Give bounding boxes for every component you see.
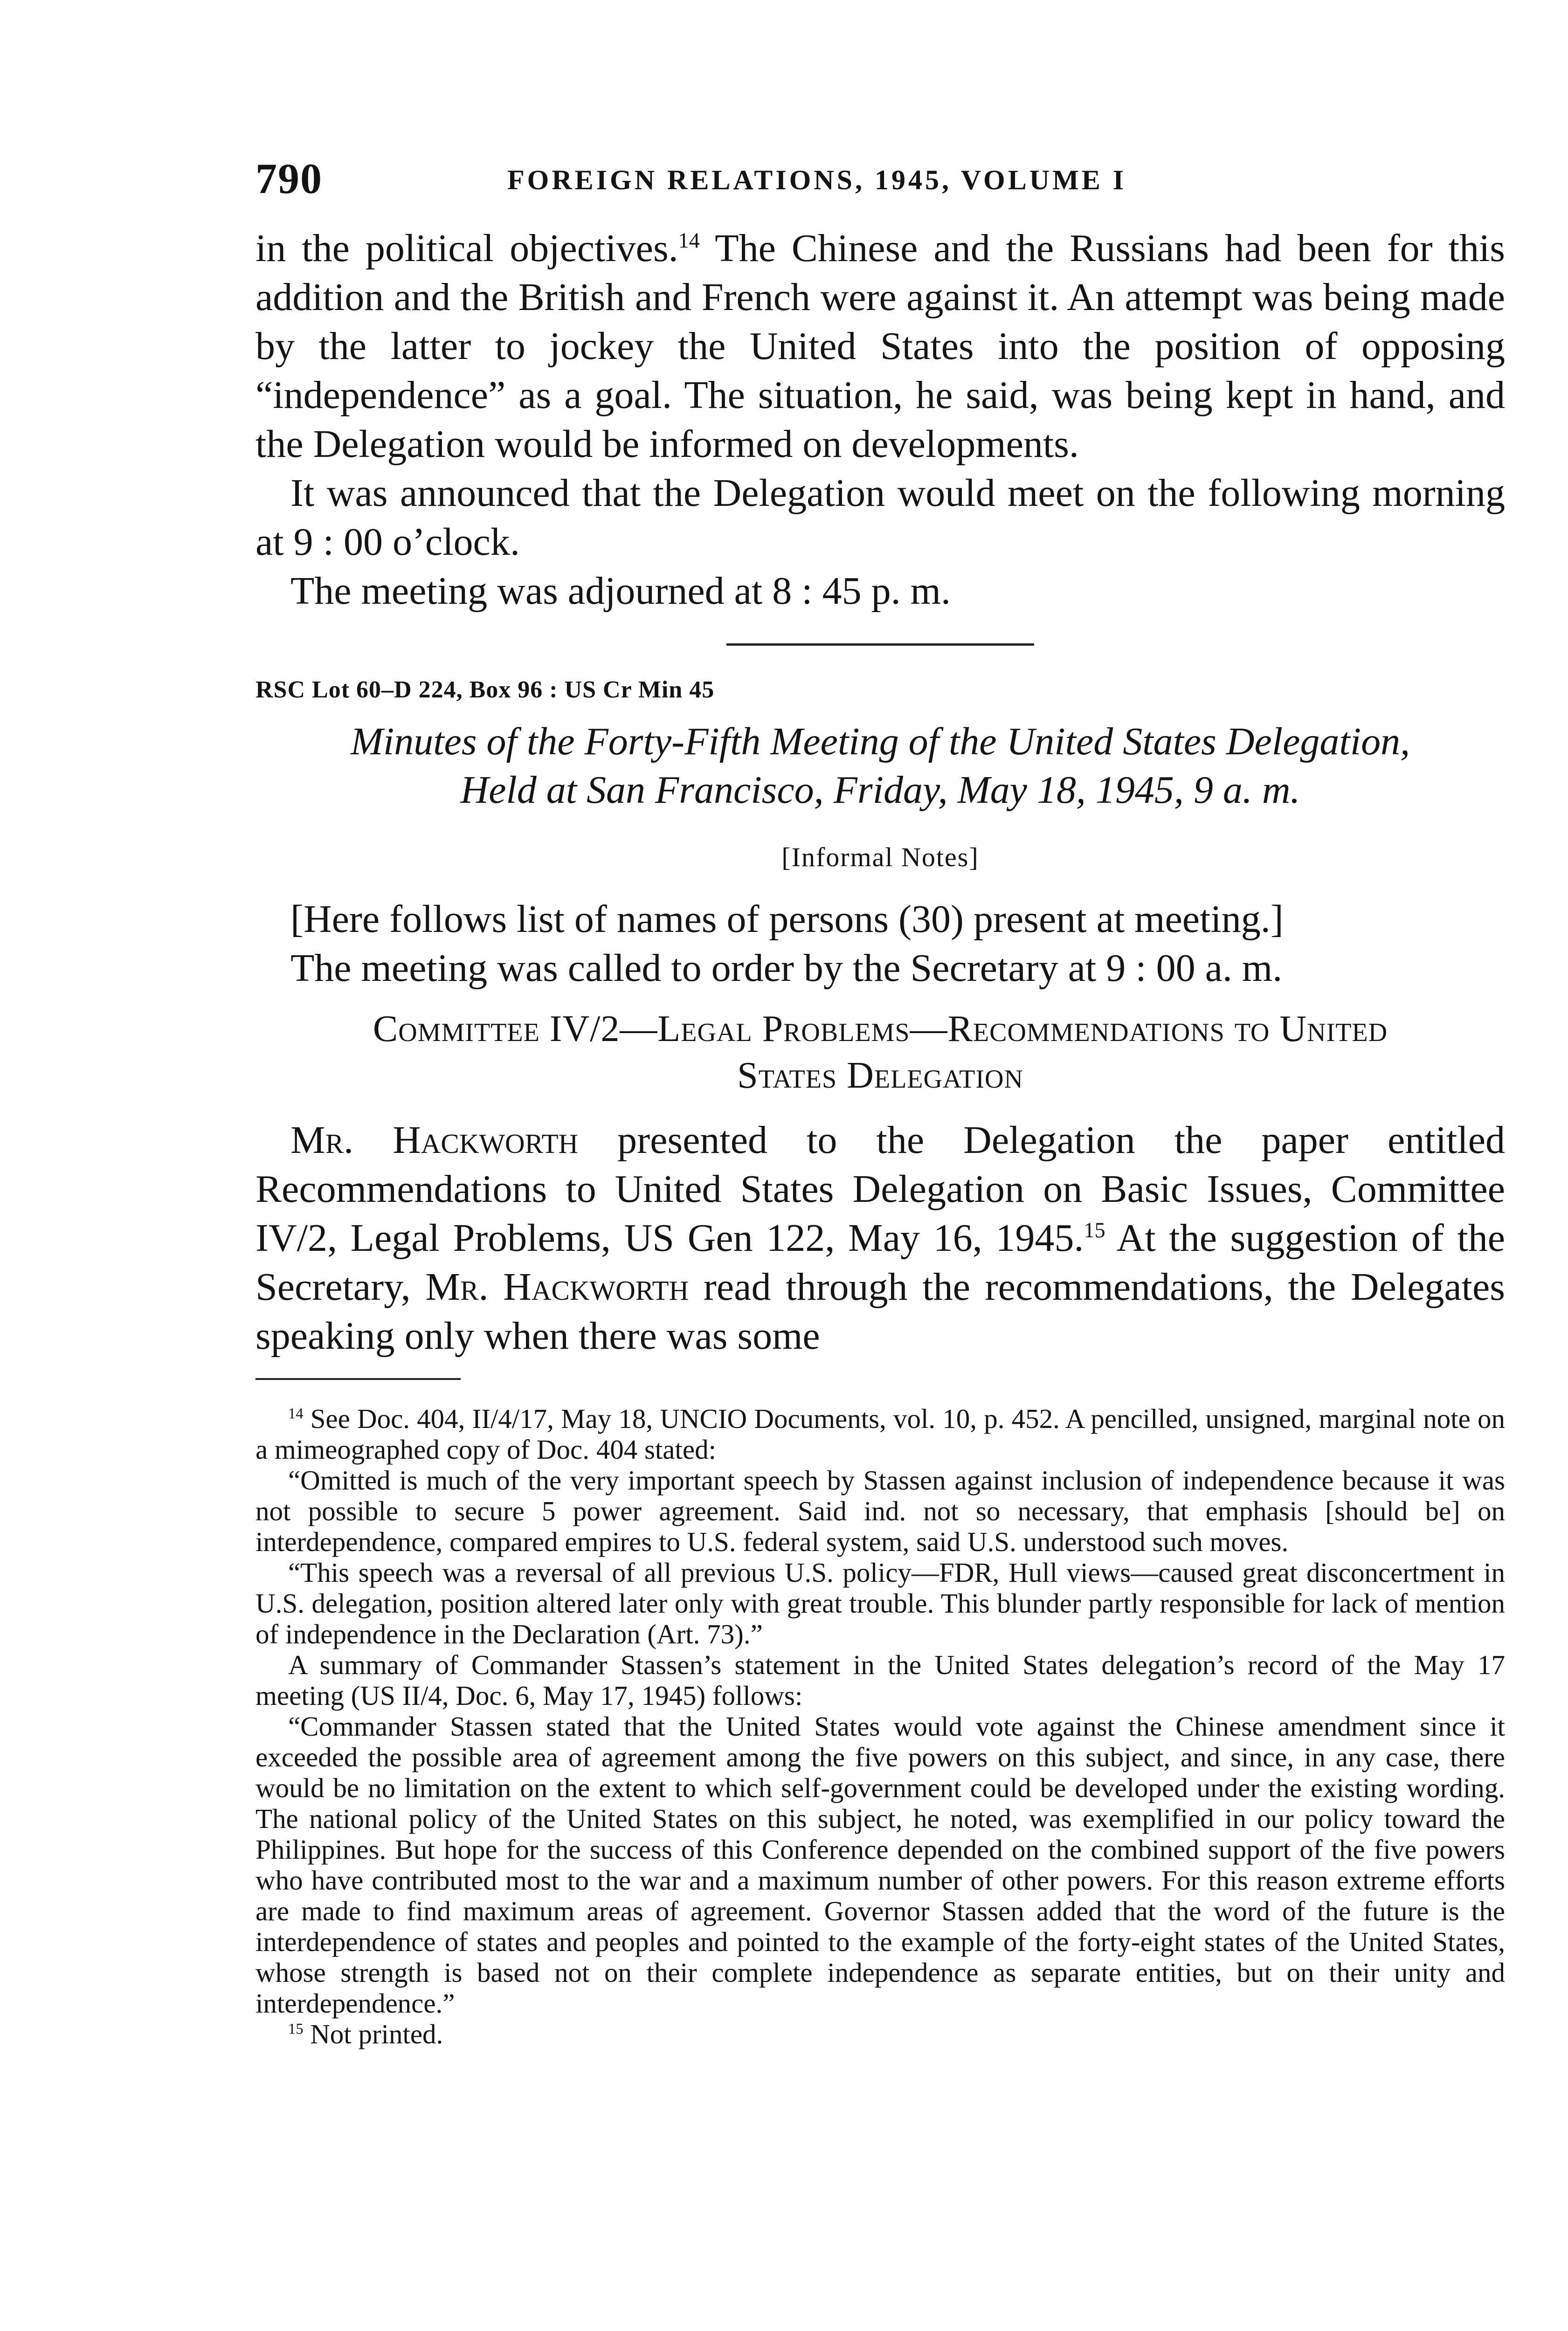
called-to-order-paragraph: The meeting was called to order by the Secretary at 9 : 00 a. m. bbox=[290, 946, 1283, 990]
footnote-15 bbox=[256, 2019, 1505, 2049]
footnote-marker-15: 15 bbox=[288, 2021, 304, 2038]
speaker-name-2: Mr. Hackworth bbox=[425, 1265, 689, 1309]
continuation-text-a: in the political objectives. bbox=[256, 227, 678, 270]
hackworth-text-b: At the suggestion of the Secretary, bbox=[256, 1216, 1505, 1309]
footnote-14-text: See Doc. 404, II/4/17, May 18, UNCIO Documents, vol. 10, p. 452. A pencilled, unsigned, marginal note on a mimeographed copy of Doc. 404 stated: bbox=[256, 1403, 1505, 1465]
announcement-paragraph: It was announced that the Delegation would meet on the following morning at 9 : 00 o’clock. bbox=[256, 471, 1505, 564]
committee-heading bbox=[256, 1006, 1505, 1099]
section-divider bbox=[726, 643, 1034, 646]
continuation-text-b: The Chinese and the Russians had been for this addition and the British and French were against it. An attempt was being made by the latter to jockey the United States into the position of opposing “independence” as a goal. The situation, he said, was being kept in hand, and the Delegation would be informed on developments. bbox=[256, 227, 1505, 466]
source-citation: RSC Lot 60–D 224, Box 96 : US Cr Min 45 bbox=[256, 676, 715, 703]
footnote-14 bbox=[256, 1403, 1505, 1465]
running-header bbox=[256, 154, 1505, 224]
page-number: 790 bbox=[256, 155, 323, 202]
minutes-title-line2: Held at San Francisco, Friday, May 18, 1945, 9 a. m. bbox=[460, 768, 1300, 812]
footnote-marker-14: 14 bbox=[288, 1405, 304, 1422]
attendees-note: [Here follows list of names of persons (30) present at meeting.] bbox=[290, 897, 1284, 941]
footnote-ref-15: 15 bbox=[1084, 1218, 1105, 1242]
footnote-14-summary: A summary of Commander Stassen’s statement in the United States delegation’s record of the May 17 meeting (US II/4, Doc. 6, May 17, 1945) follows: bbox=[256, 1649, 1505, 1711]
footnote-14-stassen-quote: “Commander Stassen stated that the United States would vote against the Chinese amendment since it exceeded the possible area of agreement among the five powers on this subject, and since, in any case, there would be no limitation on the extent to which self-government could be developed under the existing wording. The national policy of the United States on this subject, he noted, was exemplified in our policy toward the Philippines. But hope for the success of this Conference depended on the combined support of the five powers who have contributed most to the war and a maximum number of other powers. For this reason extreme efforts are made to find maximum areas of agreement. Governor Stassen added that the word of the future is the interdependence of states and peoples and pointed to the example of the forty-eight states of the United States, whose strength is based not on their complete independence as separate entities, but on their unity and interdependence.” bbox=[256, 1711, 1505, 2019]
footnote-15-text: Not printed. bbox=[303, 2019, 443, 2049]
minutes-title bbox=[256, 717, 1505, 814]
running-title: FOREIGN RELATIONS, 1945, VOLUME I bbox=[507, 165, 1127, 195]
hackworth-paragraph bbox=[256, 1116, 1505, 1360]
committee-heading-line1: Committee IV/2—Legal Problems—Recommendations to United bbox=[373, 1008, 1388, 1049]
hackworth-text-c: read through the recommendations, the Delegates speaking only when there was some bbox=[256, 1265, 1505, 1358]
hackworth-text-a: presented to the Delegation the paper entitled Recommendations to United States Delegation on Basic Issues, Committee IV/2, Legal Problems, US Gen 122, May 16, 1945. bbox=[256, 1118, 1505, 1260]
footnote-14-quote-2: “This speech was a reversal of all previous U.S. policy—FDR, Hull views—caused great disconcertment in U.S. delegation, position altered later only with great trouble. This blunder partly responsible for lack of mention of independence in the Declaration (Art. 73).” bbox=[256, 1557, 1505, 1649]
informal-notes-label: [Informal Notes] bbox=[781, 842, 979, 872]
speaker-name: Mr. Hackworth bbox=[290, 1118, 579, 1162]
footnote-divider bbox=[256, 1378, 461, 1380]
continuation-paragraph bbox=[256, 224, 1505, 469]
adjournment-paragraph: The meeting was adjourned at 8 : 45 p. m. bbox=[290, 569, 951, 613]
minutes-title-line1: Minutes of the Forty-Fifth Meeting of the United States Delegation, bbox=[350, 720, 1410, 763]
committee-heading-line2: States Delegation bbox=[737, 1055, 1023, 1096]
document-page bbox=[256, 154, 1505, 2049]
footnotes bbox=[256, 1403, 1505, 2049]
footnote-ref-14: 14 bbox=[678, 228, 700, 252]
footnote-14-quote-1: “Omitted is much of the very important speech by Stassen against inclusion of independence because it was not possible to secure 5 power agreement. Said ind. not so necessary, that emphasis [should be] on interdependence, compared empires to U.S. federal system, said U.S. understood such moves. bbox=[256, 1465, 1505, 1557]
